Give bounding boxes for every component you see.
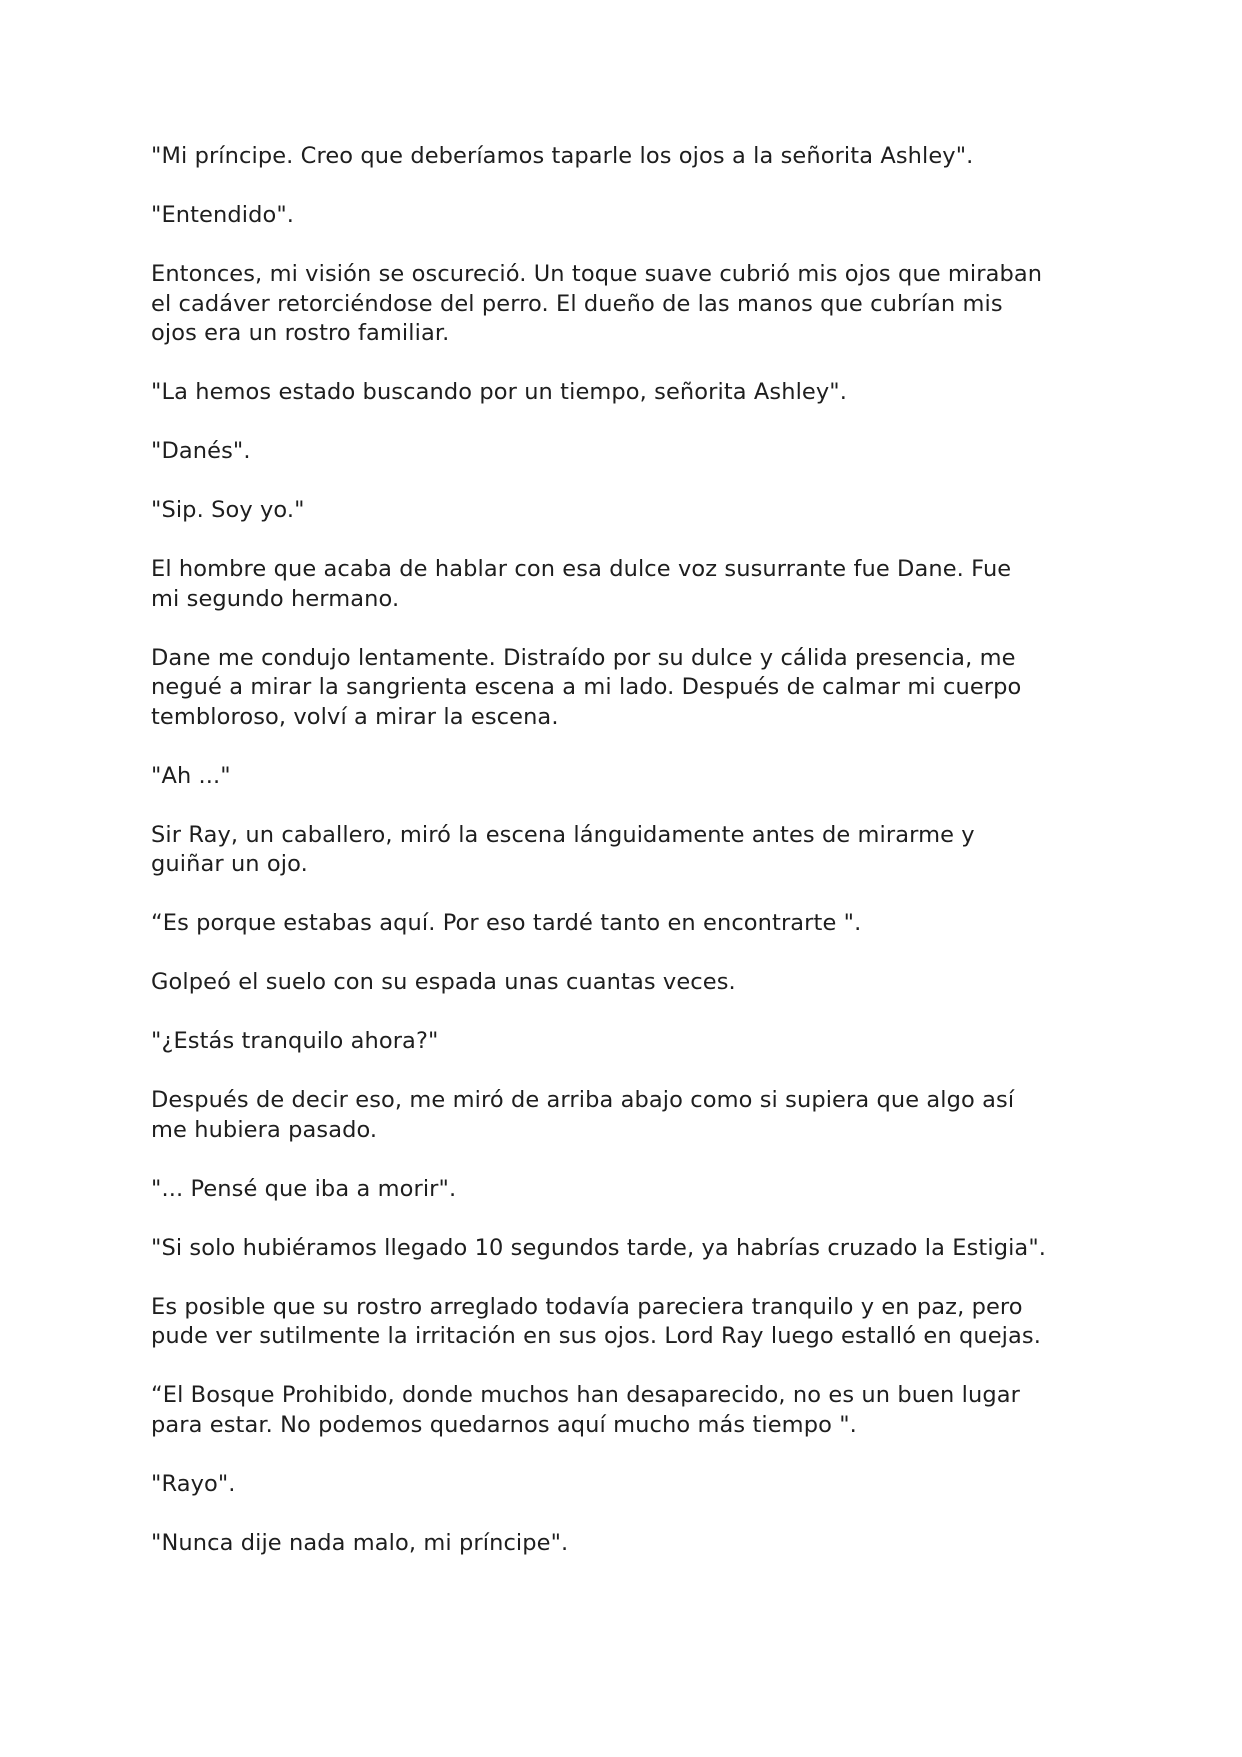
- paragraph: Es posible que su rostro arreglado todavía pareciera tranquilo y en paz, pero pude ver sutilmente la irritación en sus ojos. Lord Ray luego estalló en quejas.: [151, 1293, 1041, 1349]
- paragraph: "Mi príncipe. Creo que deberíamos taparle los ojos a la señorita Ashley".: [151, 143, 974, 169]
- paragraph: Golpeó el suelo con su espada unas cuantas veces.: [151, 969, 736, 995]
- paragraph: "Sip. Soy yo.": [151, 497, 305, 523]
- paragraph: Dane me condujo lentamente. Distraído por su dulce y cálida presencia, me negué a mirar la sangrienta escena a mi lado. Después de calmar mi cuerpo tembloroso, volví a mirar la escena.: [151, 644, 1022, 730]
- paragraph: “El Bosque Prohibido, donde muchos han desaparecido, no es un buen lugar para estar. No podemos quedarnos aquí mucho más tiempo ".: [151, 1382, 1020, 1438]
- paragraph: "... Pensé que iba a morir".: [151, 1175, 457, 1202]
- paragraph: "Nunca dije nada malo, mi príncipe".: [151, 1529, 569, 1556]
- paragraph: "Rayo".: [151, 1470, 236, 1497]
- paragraph: Después de decir eso, me miró de arriba abajo como si supiera que algo así me hubiera pasado.: [151, 1087, 1015, 1143]
- paragraph: "Entendido".: [151, 202, 295, 228]
- paragraph: "¿Estás tranquilo ahora?": [151, 1028, 439, 1054]
- paragraph: "Danés".: [151, 438, 251, 464]
- paragraph: El hombre que acaba de hablar con esa dulce voz susurrante fue Dane. Fue mi segundo hermano.: [151, 556, 1012, 612]
- paragraph: "Ah ...": [151, 762, 231, 789]
- paragraph: “Es porque estabas aquí. Por eso tardé tanto en encontrarte ".: [151, 910, 862, 936]
- body-text: [151, 142, 1101, 1588]
- paragraph: "Si solo hubiéramos llegado 10 segundos tarde, ya habrías cruzado la Estigia".: [151, 1234, 1047, 1261]
- paragraph: Sir Ray, un caballero, miró la escena lánguidamente antes de mirarme y guiñar un ojo.: [151, 821, 975, 877]
- paragraph: "La hemos estado buscando por un tiempo, señorita Ashley".: [151, 379, 847, 405]
- paragraph: Entonces, mi visión se oscureció. Un toque suave cubrió mis ojos que miraban el cadáver retorciéndose del perro. El dueño de las manos que cubrían mis ojos era un rostro familiar.: [151, 261, 1043, 346]
